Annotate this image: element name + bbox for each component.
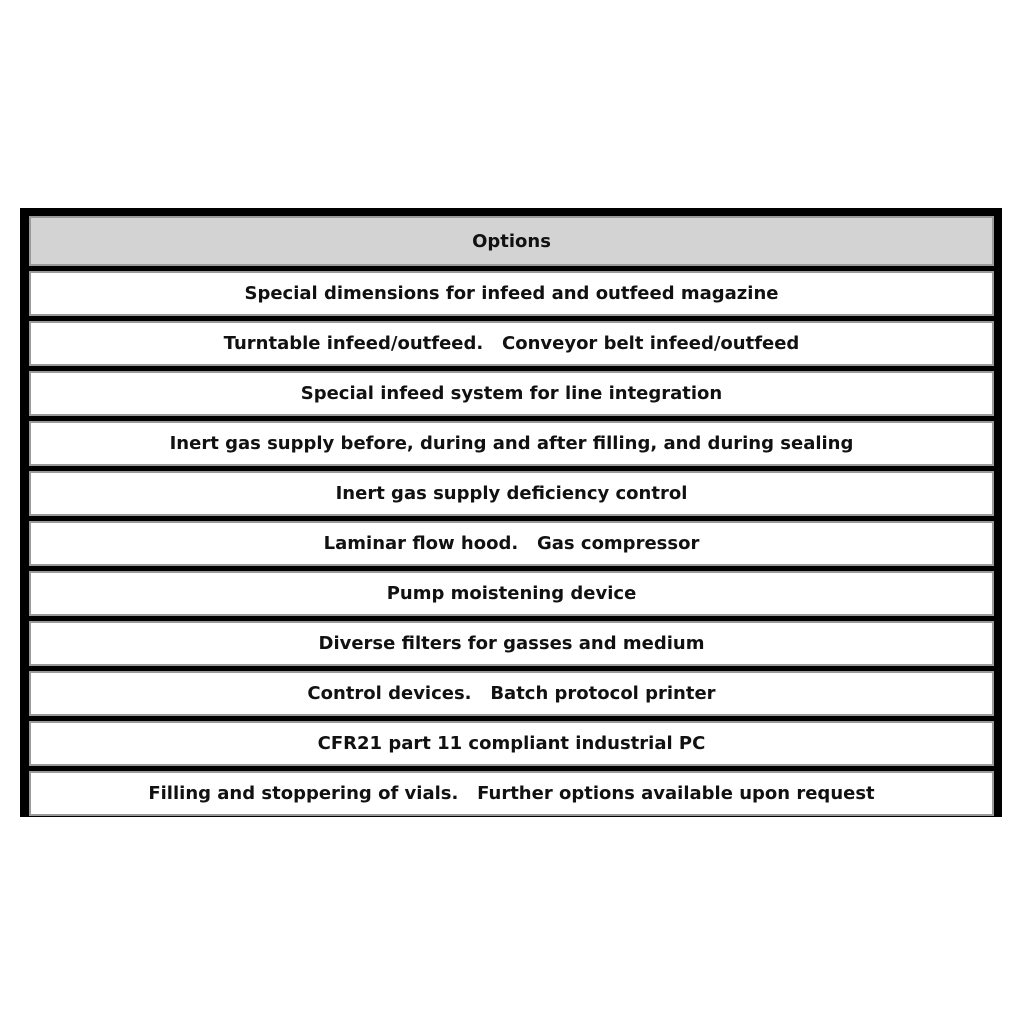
table-row: Diverse filters for gasses and medium bbox=[29, 621, 994, 666]
table-row: Turntable infeed/outfeed. Conveyor belt infeed/outfeed bbox=[29, 321, 994, 366]
table-row: Special dimensions for infeed and outfeed magazine bbox=[29, 271, 994, 316]
table-row: Laminar flow hood. Gas compressor bbox=[29, 521, 994, 566]
options-header: Options bbox=[29, 216, 994, 266]
table-row: Pump moistening device bbox=[29, 571, 994, 616]
table-row: Inert gas supply before, during and after filling, and during sealing bbox=[29, 421, 994, 466]
table-row: Filling and stoppering of vials. Further options available upon request bbox=[29, 771, 994, 816]
table-row: Control devices. Batch protocol printer bbox=[29, 671, 994, 716]
table-row: Special infeed system for line integration bbox=[29, 371, 994, 416]
table-row: CFR21 part 11 compliant industrial PC bbox=[29, 721, 994, 766]
table-row: Inert gas supply deficiency control bbox=[29, 471, 994, 516]
options-table bbox=[20, 208, 1002, 817]
